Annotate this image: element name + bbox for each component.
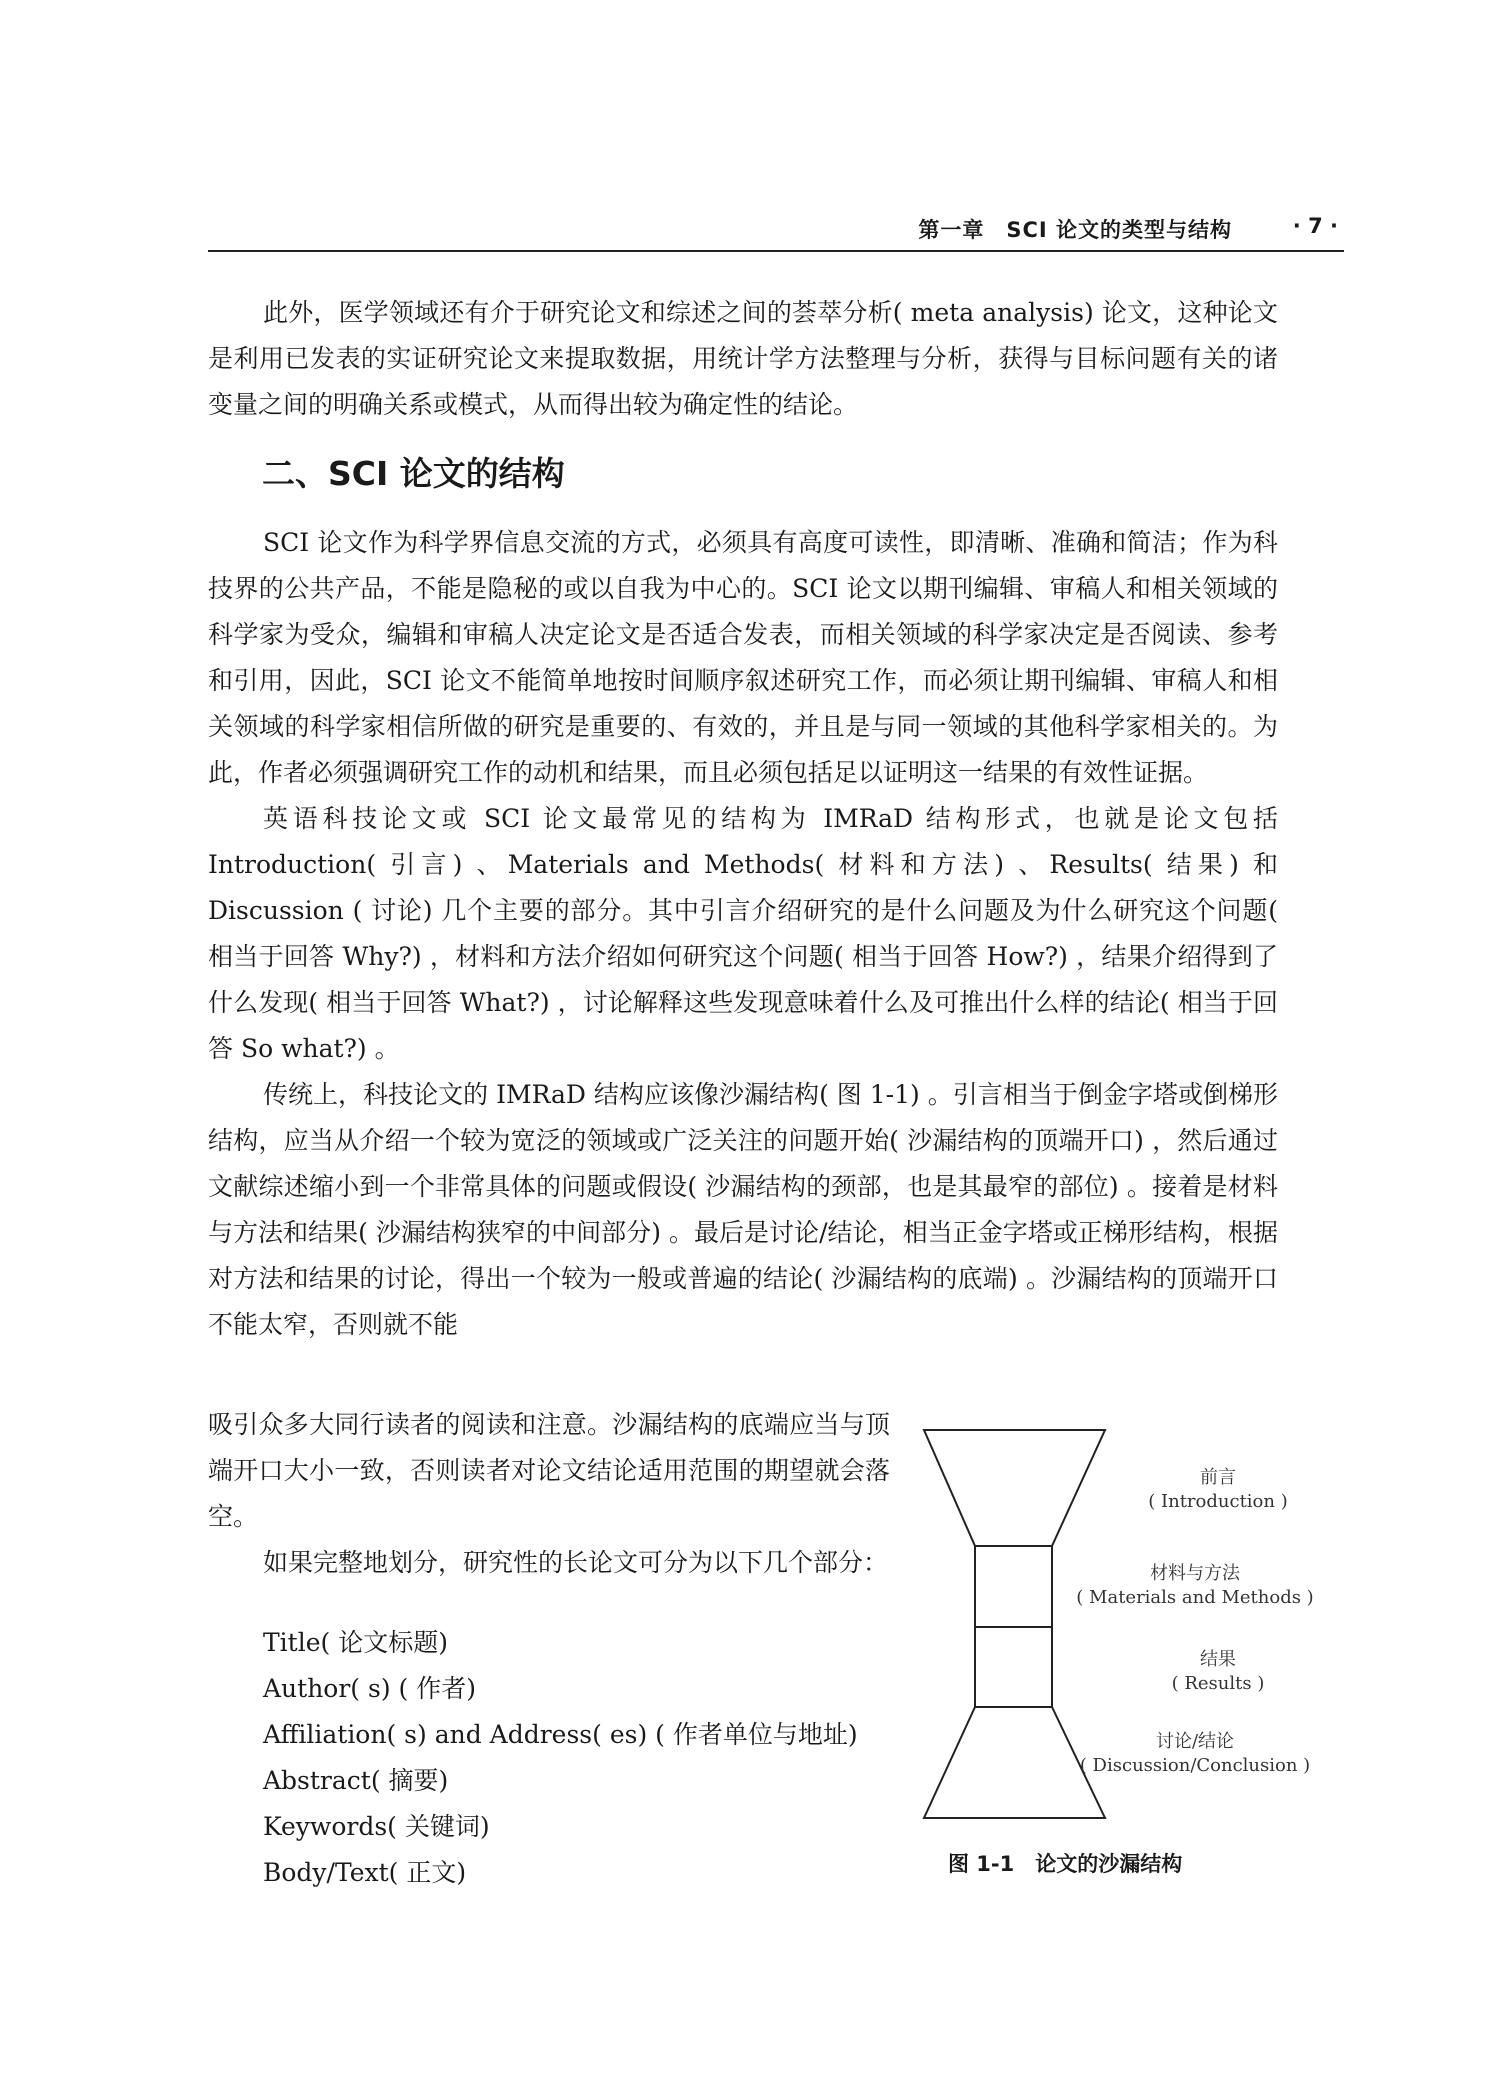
list-item: Body/Text( 正文)	[263, 1858, 467, 1887]
list-item: Author( s) ( 作者)	[263, 1674, 476, 1703]
label-discussion: 讨论/结论 ( Discussion/Conclusion )	[1079, 1731, 1311, 1776]
paragraph-intro: SCI 论文作为科学界信息交流的方式，必须具有高度可读性，即清晰、准确和简洁；作为科技界的公共产品，不能是隐秘的或以自我为中心的。SCI 论文以期刊编辑、审稿人和相关领域的科学家为受众，编辑和审稿人决定论文是否适合发表，而相关领域的科学家决定是否阅读、参考和引用，因此，SCI 论文不能简单地按时间顺序叙述研究工作，而必须让期刊编辑、审稿人和相关领域的科学家相信所做的研究是重要的、有效的，并且是与同一领域的其他科学家相关的。为此，作者必须强调研究工作的动机和结果，而且必须包括足以证明这一结果的有效性证据。	[208, 528, 1278, 787]
label-results: 结果 ( Results )	[1171, 1649, 1265, 1694]
list-item: Affiliation( s) and Address( es) ( 作者单位与地址)	[263, 1720, 858, 1749]
hourglass-top-trapezoid	[924, 1430, 1105, 1546]
paragraph-meta-analysis	[208, 290, 1278, 428]
paragraph-parts: 如果完整地划分，研究性的长论文可分为以下几个部分：	[263, 1548, 889, 1577]
hourglass-figure	[905, 1410, 1315, 1880]
figure-caption: 图 1-1 论文的沙漏结构	[948, 1852, 1183, 1876]
paragraph-hourglass-continued: 吸引众多大同行读者的阅读和注意。沙漏结构的底端应当与顶端开口大小一致，否则读者对论文结论适用范围的期望就会落空。	[208, 1410, 890, 1531]
page-number: · 7 ·	[1292, 214, 1338, 238]
paragraph-imrad: 英语科技论文或 SCI 论文最常见的结构为 IMRaD 结构形式，也就是论文包括 Introduction( 引言) 、Materials and Methods( 材料和方法) 、Results( 结果) 和 Discussion ( 讨论) 几个主要的部分。其中引言介绍研究的是什么问题及为什么研究这个问题( 相当于回答 Why?) ，材料和方法介绍如何研究这个问题( 相当于回答 How?) ，结果介绍得到了什么发现( 相当于回答 What?) ，讨论解释这些发现意味着什么及可推出什么样的结论( 相当于回答 So what?) 。	[208, 804, 1278, 1063]
section-heading: 二、SCI 论文的结构	[262, 454, 565, 493]
list-item: Abstract( 摘要)	[263, 1766, 449, 1795]
narrow-column	[208, 1402, 890, 1586]
parts-list	[263, 1620, 858, 1896]
chapter-title: 第一章 SCI 论文的类型与结构	[918, 218, 1232, 242]
paragraph-hourglass: 传统上，科技论文的 IMRaD 结构应该像沙漏结构( 图 1-1) 。引言相当于倒金字塔或倒梯形结构，应当从介绍一个较为宽泛的领域或广泛关注的问题开始( 沙漏结构的顶端开口) ，然后通过文献综述缩小到一个非常具体的问题或假设( 沙漏结构的颈部，也是其最窄的部位) 。接着是材料与方法和结果( 沙漏结构狭窄的中间部分) 。最后是讨论/结论，相当正金字塔或正梯形结构，根据对方法和结果的讨论，得出一个较为一般或普遍的结论( 沙漏结构的底端) 。沙漏结构的顶端开口不能太窄，否则就不能	[208, 1080, 1278, 1339]
hourglass-neck-upper	[975, 1546, 1052, 1627]
body-section	[208, 520, 1278, 1348]
hourglass-neck-lower	[975, 1627, 1052, 1707]
list-item: Title( 论文标题)	[263, 1628, 448, 1657]
running-header	[208, 208, 1344, 252]
paragraph-text: 此外，医学领域还有介于研究论文和综述之间的荟萃分析( meta analysis) 论文，这种论文是利用已发表的实证研究论文来提取数据，用统计学方法整理与分析，获得与目标问题有关的诸变量之间的明确关系或模式，从而得出较为确定性的结论。	[208, 298, 1278, 419]
list-item: Keywords( 关键词)	[263, 1812, 490, 1841]
label-methods: 材料与方法 ( Materials and Methods )	[1076, 1563, 1314, 1608]
label-introduction: 前言 ( Introduction )	[1148, 1467, 1288, 1512]
